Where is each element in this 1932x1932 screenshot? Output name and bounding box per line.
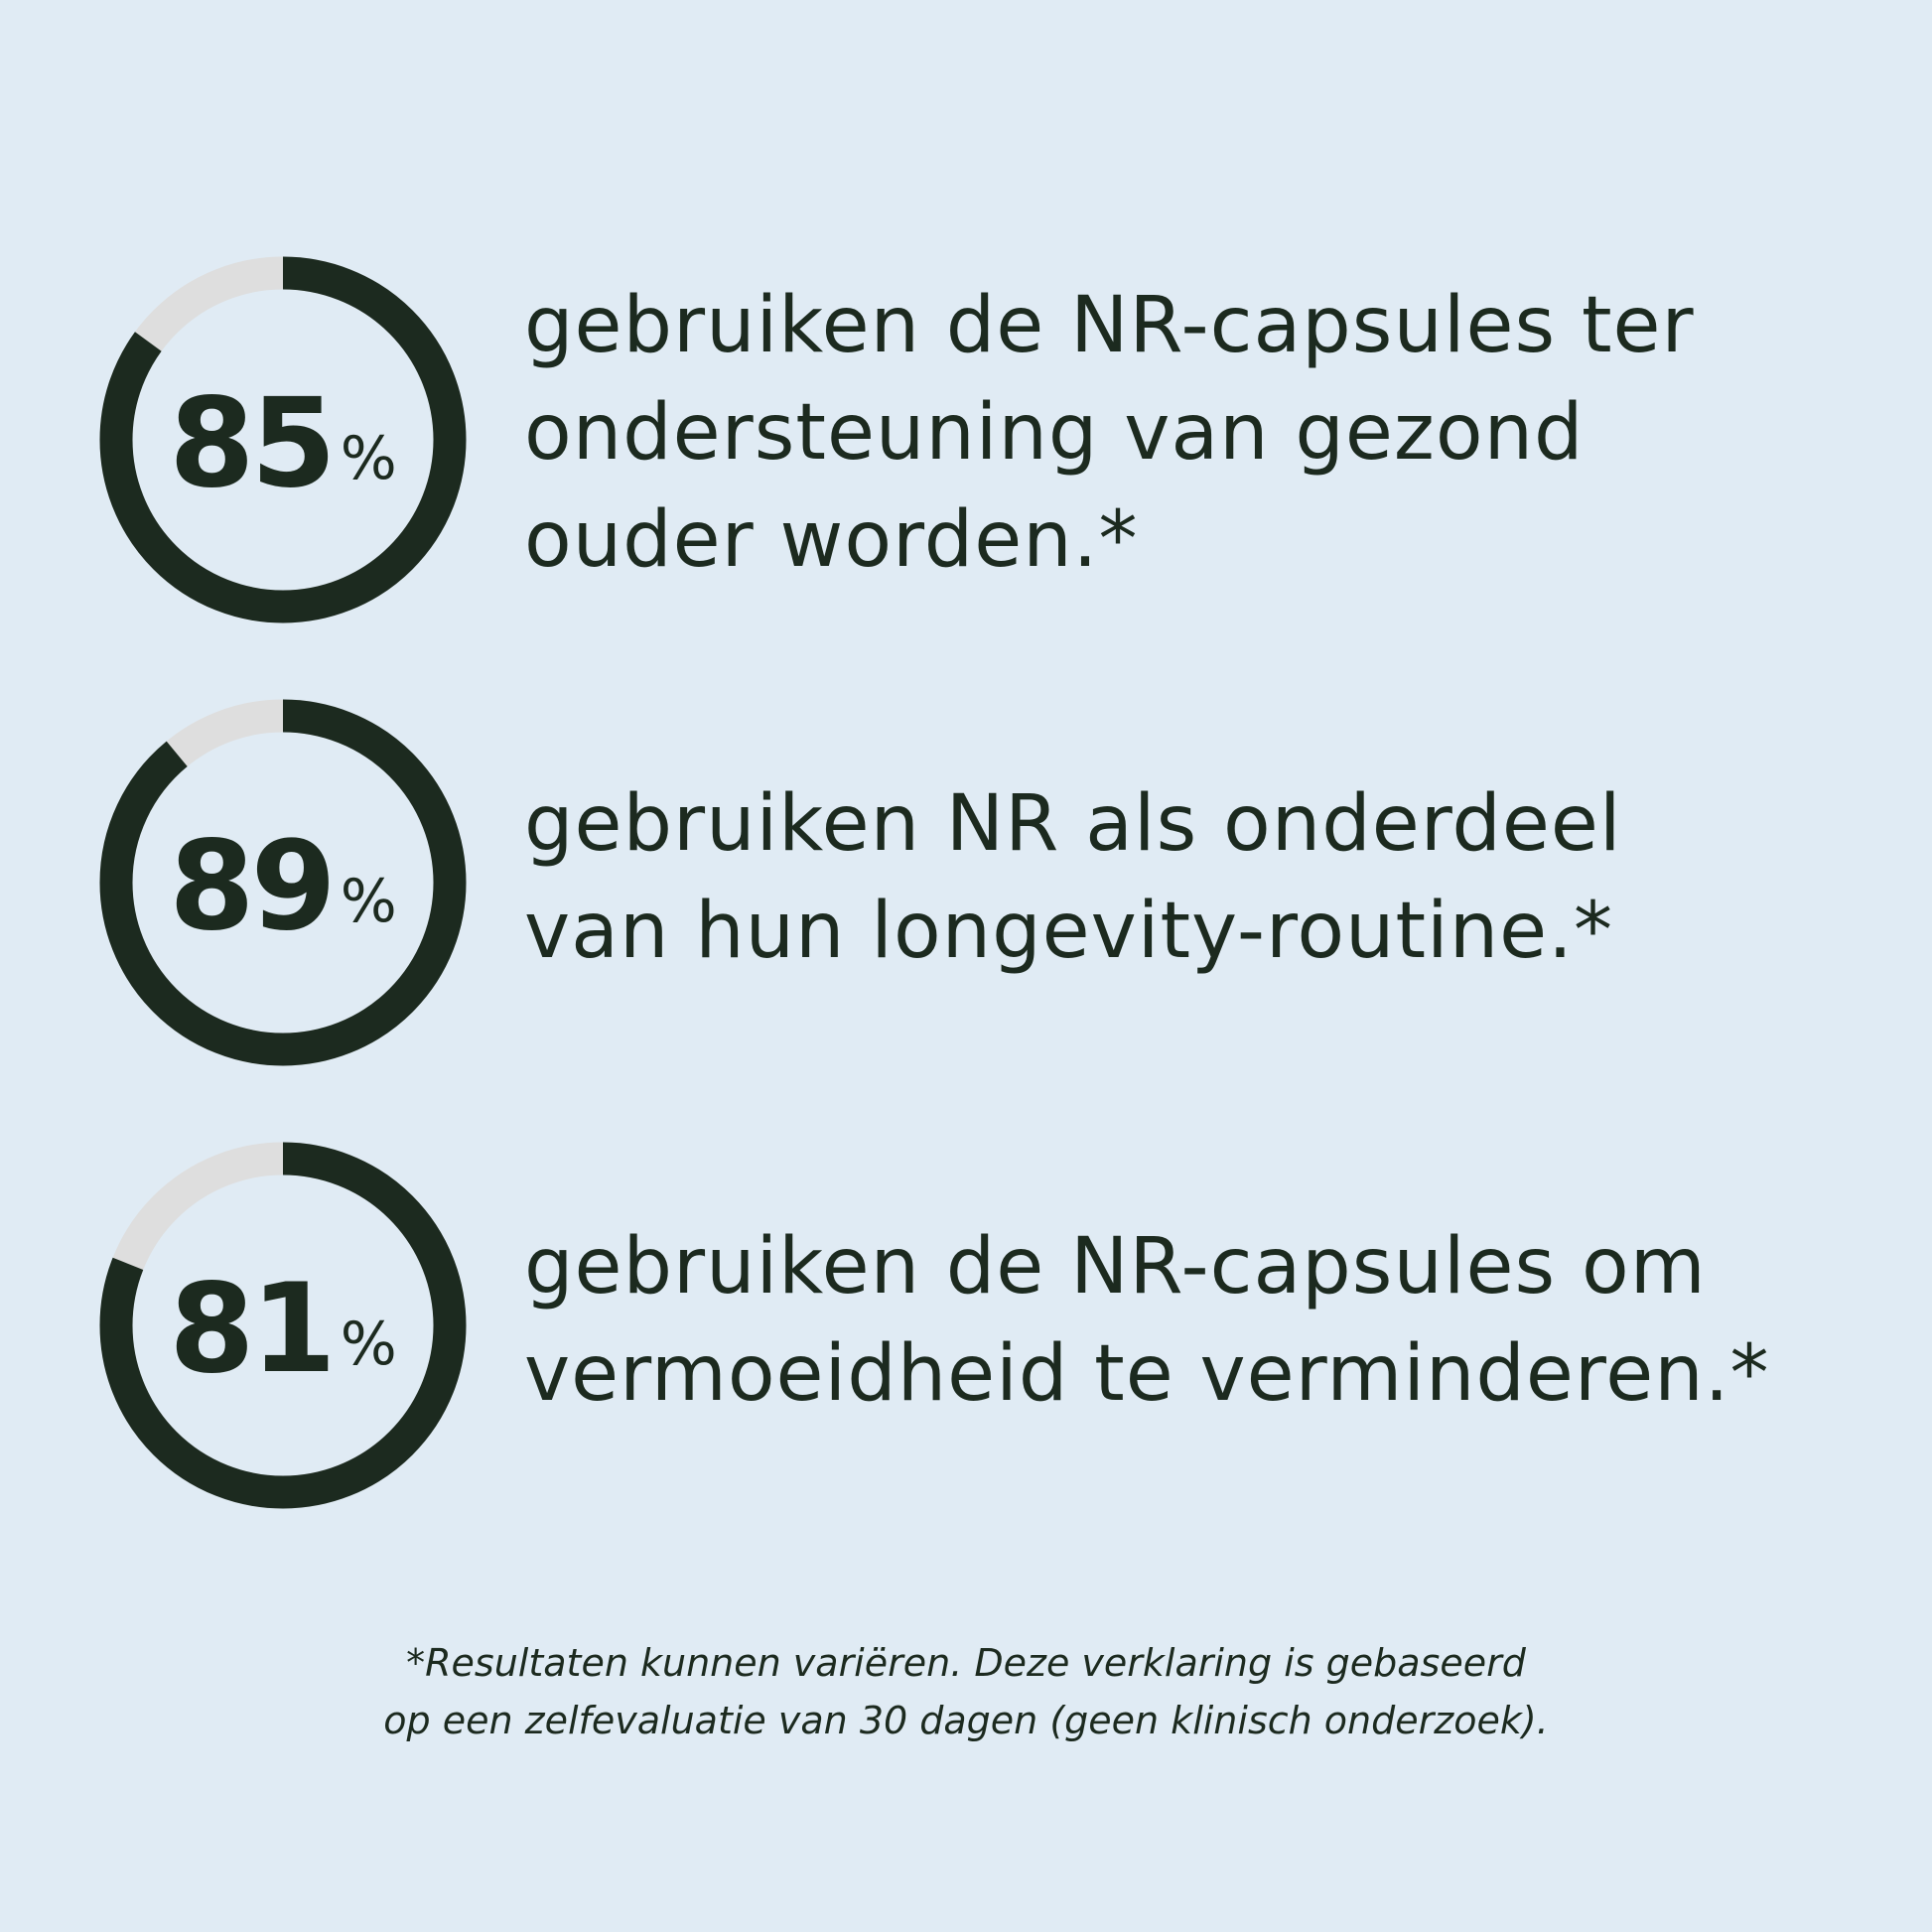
ring-value-1 [99,256,467,623]
footnote-line-1: *Resultaten kunnen variëren. Deze verklaring is gebaseerd [406,1641,1526,1685]
stat-text-line: van hun longevity-routine.* [524,887,1613,976]
stat-text-line: gebruiken de NR-capsules om [524,1222,1707,1311]
stat-text-line: gebruiken de NR-capsules ter [524,281,1695,370]
percent-sign: % [340,867,397,936]
stat-text-line: ouder worden.* [524,495,1139,585]
stat-row-3 [0,1142,1932,1509]
stat-text-line: gebruiken NR als onderdeel [524,779,1622,869]
ring-value-2 [99,699,467,1066]
percentage-value: 89 [169,815,333,958]
progress-ring-1 [99,256,467,623]
percentage-value: 81 [169,1258,333,1401]
disclaimer-footnote [0,1634,1932,1749]
stat-description-2 [524,770,1855,985]
progress-ring-3 [99,1142,467,1509]
stat-text-line: vermoeidheid te verminderen.* [524,1329,1770,1419]
percent-sign: % [340,424,397,493]
stat-text-line: ondersteuning van gezond [524,388,1585,478]
stat-description-1 [524,272,1855,594]
ring-value-3 [99,1142,467,1509]
progress-ring-2 [99,699,467,1066]
stat-description-3 [524,1213,1855,1428]
stat-row-1 [0,256,1932,623]
stat-row-2 [0,699,1932,1066]
footnote-line-2: op een zelfevaluatie van 30 dagen (geen klinisch onderzoek). [383,1699,1549,1742]
percent-sign: % [340,1310,397,1379]
percentage-value: 85 [169,372,333,515]
